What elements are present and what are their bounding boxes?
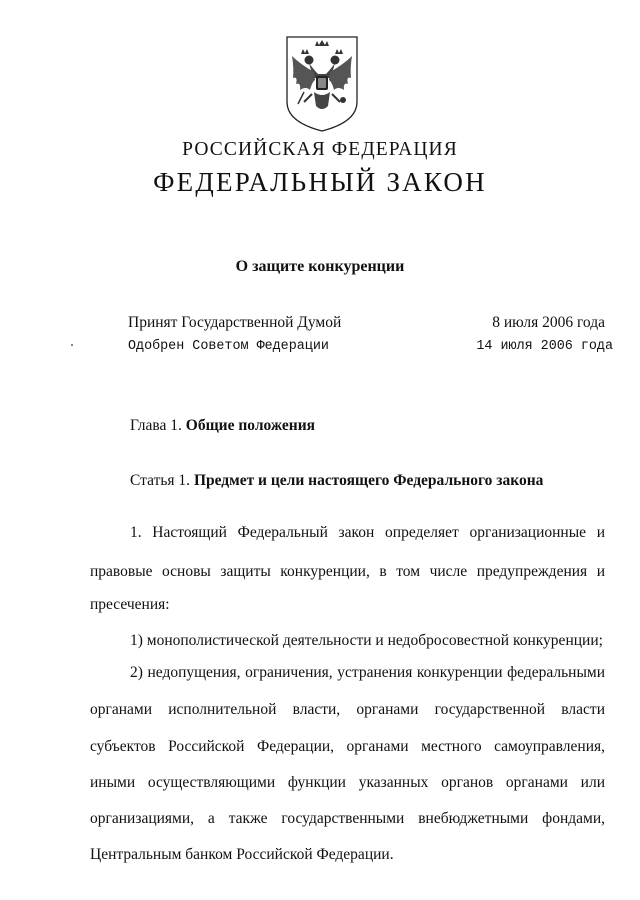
list-item-2-line-5: организациями, а также государственными внебюджетными фондами, — [90, 810, 605, 827]
chapter-title: Общие положения — [185, 417, 316, 434]
list-item-1: 1) монополистической деятельности и недобросовестной конкуренции; — [130, 632, 603, 649]
list-item-2-line-1: 2) недопущения, ограничения, устранения конкуренции федеральными — [130, 664, 605, 681]
coat-of-arms-emblem — [284, 34, 360, 134]
paragraph-1-line-3: пресечения: — [90, 596, 170, 613]
paragraph-1-line-2: правовые основы защиты конкуренции, в том числе предупреждения и — [90, 563, 605, 580]
duma-label: Принят Государственной Думой — [128, 314, 342, 331]
article-heading — [130, 472, 543, 490]
scan-speck — [71, 344, 73, 346]
list-item-2-line-6: Центральным банком Российской Федерации. — [90, 846, 394, 863]
chapter-prefix: Глава 1. — [130, 417, 186, 434]
country-name: РОССИЙСКАЯ ФЕДЕРАЦИЯ — [182, 139, 458, 160]
law-title: О защите конкуренции — [235, 258, 405, 275]
list-item-2-line-4: иными осуществляющими функции указанных органов органами или — [90, 774, 605, 791]
council-date: 14 июля 2006 года — [476, 339, 613, 354]
document-type: ФЕДЕРАЛЬНЫЙ ЗАКОН — [153, 167, 487, 197]
council-label: Одобрен Советом Федерации — [128, 339, 329, 354]
paragraph-1-line-1: 1. Настоящий Федеральный закон определяет организационные и — [130, 524, 605, 541]
chapter-heading — [130, 417, 315, 435]
article-prefix: Статья 1. — [130, 472, 194, 489]
duma-date: 8 июля 2006 года — [492, 314, 605, 331]
list-item-2-line-2: органами исполнительной власти, органами государственной власти — [90, 701, 605, 718]
article-title: Предмет и цели настоящего Федерального закона — [193, 472, 544, 489]
list-item-2-line-3: субъектов Российской Федерации, органами местного самоуправления, — [90, 738, 605, 755]
